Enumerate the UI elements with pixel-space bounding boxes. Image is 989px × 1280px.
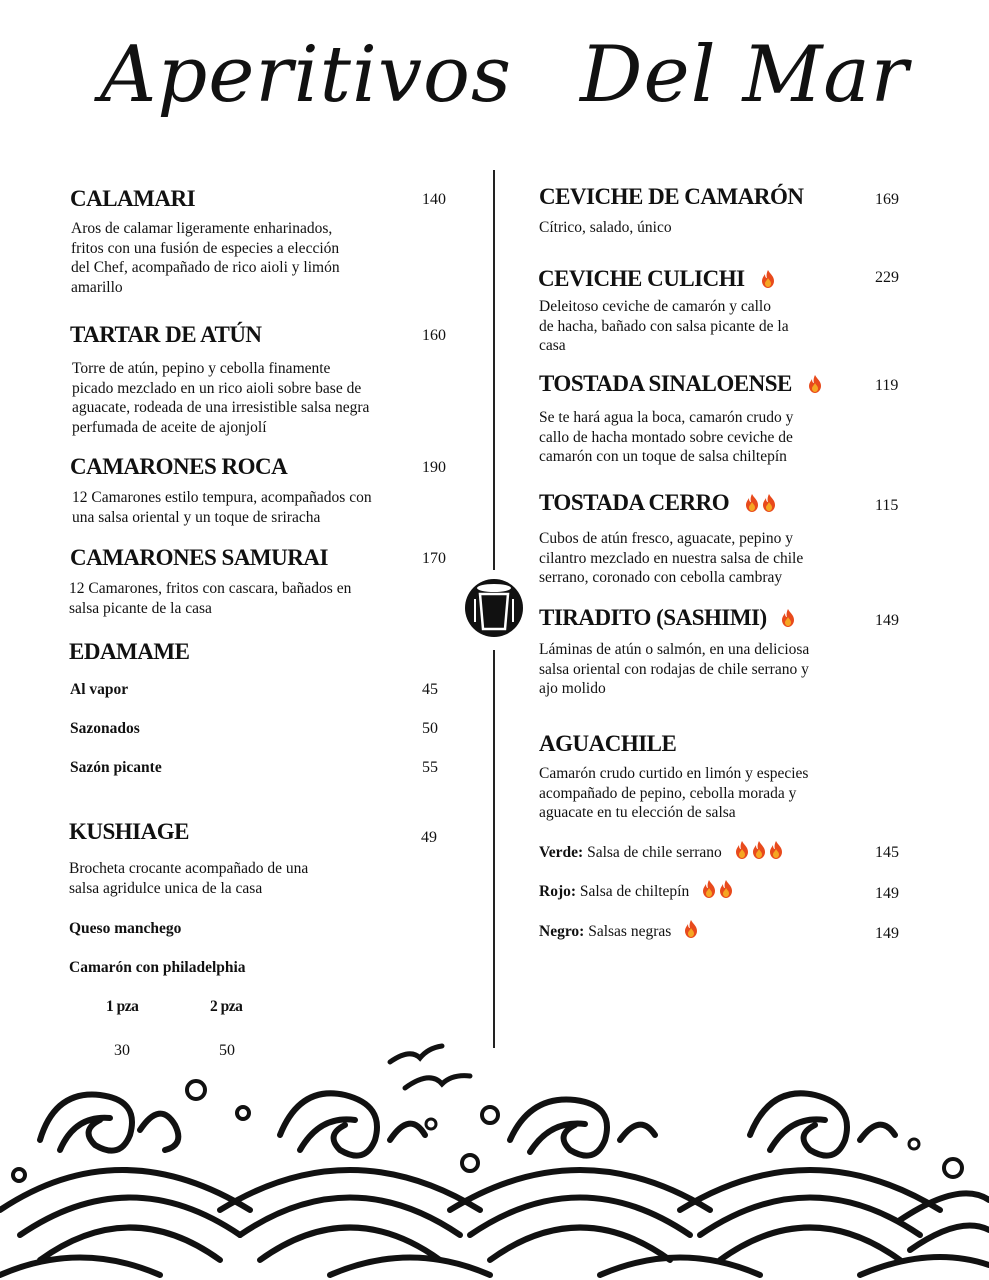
column-divider-bottom bbox=[493, 650, 495, 1048]
item-aguachile-name: AGUACHILE bbox=[539, 731, 677, 756]
item-ceviche-camaron-name: CEVICHE DE CAMARÓN bbox=[539, 184, 804, 209]
item-aguachile-desc: Camarón crudo curtido en limón y especies acompañado de pepino, cebolla morada y aguacate en tu elección de salsa bbox=[539, 765, 809, 822]
item-tiradito-name bbox=[539, 605, 795, 631]
fire-icon bbox=[719, 880, 733, 898]
item-ceviche-culichi-price: 229 bbox=[875, 269, 899, 286]
item-samurai-price: 170 bbox=[422, 550, 446, 567]
item-tartar-desc: Torre de atún, pepino y cebolla finamente picado mezclado en un rico aioli sobre base de aguacate, rodeada de una irresistible salsa negra perfumada de aceite de ajonjolí bbox=[72, 360, 370, 437]
kushiage-size-price: 50 bbox=[219, 1042, 235, 1059]
option-label: Rojo: bbox=[539, 883, 577, 900]
fire-icon bbox=[684, 920, 698, 938]
item-roca-price: 190 bbox=[422, 459, 446, 476]
item-roca-desc: 12 Camarones estilo tempura, acompañados con una salsa oriental y un toque de sriracha bbox=[72, 489, 372, 526]
section-title-del-mar: Del Mar bbox=[580, 30, 910, 120]
item-tostada-sinaloense-desc: Se te hará agua la boca, camarón crudo y callo de hacha montado sobre ceviche de camarón con un toque de salsa chiltepín bbox=[539, 409, 794, 466]
item-name-text: CEVICHE CULICHI bbox=[538, 266, 745, 291]
kushiage-option: Camarón con philadelphia bbox=[69, 959, 246, 976]
aguachile-option-price: 149 bbox=[875, 885, 899, 902]
kushiage-size-price: 30 bbox=[114, 1042, 130, 1059]
edamame-option-price: 45 bbox=[422, 681, 438, 698]
option-detail: Salsas negras bbox=[588, 923, 672, 940]
spice-level bbox=[758, 266, 775, 291]
cup-logo-icon bbox=[463, 577, 525, 639]
item-kushiage-desc: Brocheta crocante acompañado de una salsa agridulce unica de la casa bbox=[69, 860, 309, 897]
item-tostada-sinaloense-price: 119 bbox=[875, 377, 899, 394]
item-name-text: TIRADITO (SASHIMI) bbox=[539, 605, 767, 630]
kushiage-option: Queso manchego bbox=[69, 920, 182, 937]
fire-icon bbox=[769, 841, 783, 859]
item-tiradito-desc: Láminas de atún o salmón, en una deliciosa salsa oriental con rodajas de chile serrano y ajo molido bbox=[539, 641, 810, 698]
aguachile-option-negro bbox=[539, 920, 698, 942]
item-tartar-price: 160 bbox=[422, 327, 446, 344]
item-ceviche-camaron-price: 169 bbox=[875, 191, 899, 208]
item-ceviche-culichi-desc: Deleitoso ceviche de camarón y callo de hacha, bañado con salsa picante de la casa bbox=[539, 298, 789, 355]
spice-level bbox=[778, 605, 795, 630]
item-roca-name: CAMARONES ROCA bbox=[70, 454, 288, 479]
kushiage-size-label: 2 pza bbox=[210, 998, 243, 1015]
spice-level bbox=[732, 844, 783, 861]
fire-icon bbox=[745, 494, 759, 512]
item-tartar-name: TARTAR DE ATÚN bbox=[70, 322, 262, 347]
fire-icon bbox=[702, 880, 716, 898]
item-tostada-sinaloense-name bbox=[539, 371, 822, 397]
edamame-option-label: Sazonados bbox=[70, 720, 140, 737]
item-tostada-cerro-price: 115 bbox=[875, 497, 899, 514]
item-tostada-cerro-name bbox=[539, 490, 776, 516]
item-calamari-desc: Aros de calamar ligeramente enharinados, fritos con una fusión de especies a elección del Chef, acompañado de rico aioli y limón amarillo bbox=[71, 220, 340, 297]
fire-icon bbox=[761, 270, 775, 288]
fire-icon bbox=[762, 494, 776, 512]
column-divider-top bbox=[493, 170, 495, 570]
ocean-waves-illustration bbox=[0, 1040, 989, 1280]
item-ceviche-culichi-name bbox=[538, 266, 775, 292]
item-tostada-cerro-desc: Cubos de atún fresco, aguacate, pepino y cilantro mezclado en nuestra salsa de chile serrano, coronado con cebolla cambray bbox=[539, 530, 804, 587]
item-calamari-name: CALAMARI bbox=[70, 186, 196, 211]
item-name-text: TOSTADA SINALOENSE bbox=[539, 371, 792, 396]
option-label: Negro: bbox=[539, 923, 585, 940]
edamame-option-price: 55 bbox=[422, 759, 438, 776]
option-label: Verde: bbox=[539, 844, 584, 861]
option-detail: Salsa de chiltepín bbox=[579, 883, 690, 900]
fire-icon bbox=[781, 609, 795, 627]
fire-icon bbox=[752, 841, 766, 859]
edamame-option-price: 50 bbox=[422, 720, 438, 737]
item-kushiage-price: 49 bbox=[421, 829, 437, 846]
item-ceviche-camaron-desc: Cítrico, salado, único bbox=[539, 219, 672, 236]
spice-level bbox=[681, 923, 698, 940]
item-tiradito-price: 149 bbox=[875, 612, 899, 629]
item-calamari-price: 140 bbox=[422, 191, 446, 208]
item-samurai-name: CAMARONES SAMURAI bbox=[70, 545, 328, 570]
spice-level bbox=[805, 371, 822, 396]
spice-level bbox=[742, 490, 776, 515]
item-kushiage-name: KUSHIAGE bbox=[69, 819, 189, 844]
aguachile-option-price: 149 bbox=[875, 925, 899, 942]
spice-level bbox=[699, 883, 733, 900]
item-samurai-desc: 12 Camarones, fritos con cascara, bañados en salsa picante de la casa bbox=[69, 580, 352, 617]
edamame-option-label: Sazón picante bbox=[70, 759, 162, 776]
aguachile-option-rojo bbox=[539, 880, 733, 902]
section-title-aperitivos: Aperitivos bbox=[100, 30, 512, 120]
item-name-text: TOSTADA CERRO bbox=[539, 490, 730, 515]
aguachile-option-verde bbox=[539, 841, 783, 863]
option-detail: Salsa de chile serrano bbox=[587, 844, 722, 861]
kushiage-size-label: 1 pza bbox=[106, 998, 139, 1015]
item-edamame-name: EDAMAME bbox=[69, 639, 190, 664]
fire-icon bbox=[808, 375, 822, 393]
fire-icon bbox=[735, 841, 749, 859]
aguachile-option-price: 145 bbox=[875, 844, 899, 861]
edamame-option-label: Al vapor bbox=[70, 681, 129, 698]
